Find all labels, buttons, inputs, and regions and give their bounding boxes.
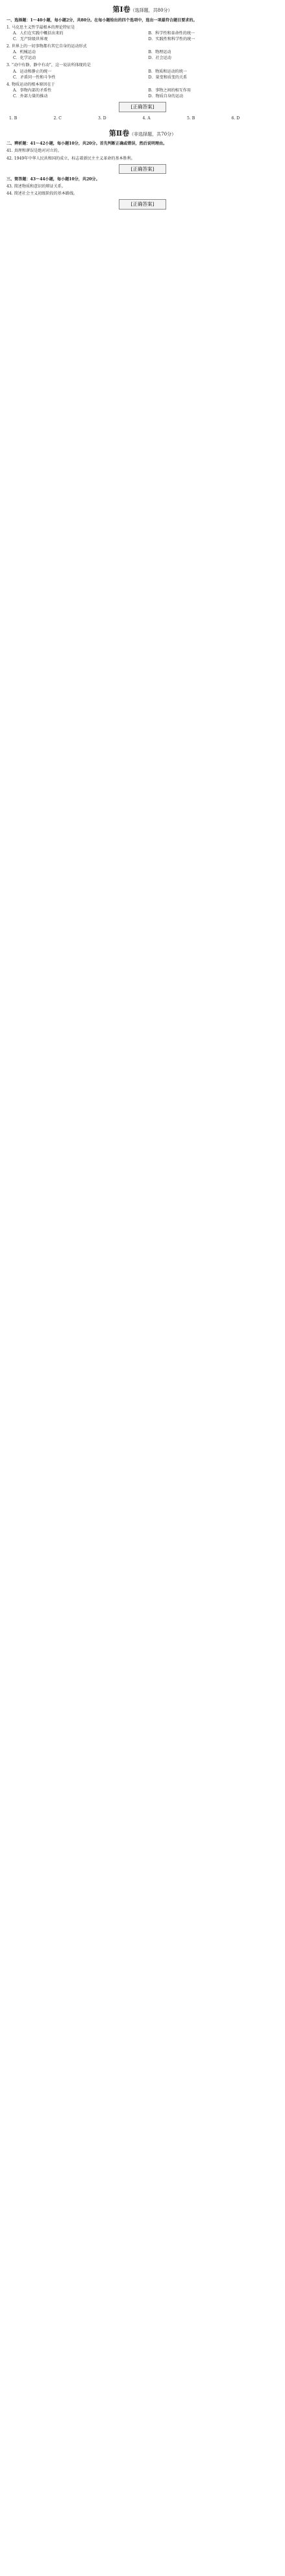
question-stem xyxy=(6,43,279,49)
question-text: 真理和谬误是绝对对立的。 xyxy=(14,149,62,154)
question-option[interactable]: C．化学运动 xyxy=(13,56,36,61)
question-options xyxy=(6,49,279,61)
essay-stem xyxy=(6,148,279,154)
question-number: 4. xyxy=(6,82,10,87)
question-option[interactable]: B．事物之间的相互作用 xyxy=(148,88,191,93)
answer-item: 2. C xyxy=(53,115,62,121)
question-option[interactable]: C．无产阶级世界观 xyxy=(13,36,48,42)
question-text: “动中有静，静中有动”，这一说法所体现的是 xyxy=(11,63,91,68)
question-option[interactable]: D．量变和质变的关系 xyxy=(148,75,188,80)
essay-stem xyxy=(6,191,279,197)
question-text: 简述物质和意识的辩证关系。 xyxy=(14,184,66,189)
question-stem xyxy=(6,25,279,30)
show-answer-button[interactable]: [正确答案] xyxy=(119,102,167,112)
question-option[interactable]: D．实践性和科学性的统一 xyxy=(148,36,195,42)
question-option[interactable]: D．物质自身的运动 xyxy=(148,94,184,99)
question-number: 44. xyxy=(6,191,13,197)
essay-stem xyxy=(6,184,279,189)
essay-list xyxy=(6,148,279,161)
question-list xyxy=(6,25,279,100)
section-header-2: 二、辨析题：41～42小题，每小题10分，共20分。首先判断正确或错误，然后说明理由。 xyxy=(6,141,167,147)
answer-key xyxy=(6,115,279,122)
answer-item: 3. D xyxy=(98,115,106,121)
question-option[interactable]: C．矛盾同一性和斗争性 xyxy=(13,75,56,80)
question-option[interactable]: B．物质和运动的统一 xyxy=(148,69,187,74)
question-text: 简述社会主义初级阶段的基本路线。 xyxy=(14,191,78,197)
show-answer-button-2[interactable]: [正确答案] xyxy=(119,164,167,174)
question-option[interactable]: B．物理运动 xyxy=(148,50,171,55)
section-header-3: 三、简答题：43～44小题，每小题10分，共20分。 xyxy=(6,176,100,182)
essay-stem xyxy=(6,156,279,162)
essay-list-2 xyxy=(6,184,279,197)
question-number: 42. xyxy=(6,156,13,161)
question-number: 1. xyxy=(6,25,10,30)
question-option[interactable]: A．机械运动 xyxy=(13,50,36,55)
question-number: 3. xyxy=(6,63,10,68)
answer-item: 6. D xyxy=(231,115,240,121)
question-options xyxy=(6,30,279,42)
question-option[interactable]: A．事物内部的矛盾性 xyxy=(13,88,52,93)
answer-item: 4. A xyxy=(142,115,151,121)
question-text: 马克思主义哲学最根本的理论特征是 xyxy=(11,25,75,30)
question-text: 物质运动的根本原因在于 xyxy=(11,82,55,87)
question-option[interactable]: C．外部力量的推动 xyxy=(13,94,48,99)
question-options xyxy=(6,88,279,99)
answer-item: 5. B xyxy=(187,115,195,121)
question-option[interactable]: B．科学性和革命性的统一 xyxy=(148,30,195,36)
question-number: 2. xyxy=(6,44,10,49)
question-stem xyxy=(6,62,279,68)
part1-title: 第Ⅰ卷（选择题，共80分） xyxy=(112,5,173,14)
question-text: 1949年中华人民共和国的成立，标志着新民主主义革命的基本胜利。 xyxy=(14,156,135,161)
question-stem xyxy=(6,82,279,88)
question-options xyxy=(6,69,279,80)
section-header: 一、选择题：1～40小题，每小题2分，共80分。在每小题给出的四个选项中，选出一项最符合题目要求的。 xyxy=(6,18,197,23)
question-option[interactable]: A．运动和静止的统一 xyxy=(13,69,52,74)
exam-page xyxy=(0,0,285,210)
show-answer-button-3[interactable]: [正确答案] xyxy=(119,199,167,209)
question-option[interactable]: A．人们在实践中概括出来的 xyxy=(13,30,64,36)
question-number: 43. xyxy=(6,184,13,189)
question-number: 41. xyxy=(6,149,13,154)
question-option[interactable]: D．社会运动 xyxy=(148,56,171,61)
question-text: 世界上的一切事物都有其它自身的运动形式 xyxy=(11,44,87,49)
part2-title: 第Ⅱ卷（非选择题，共70分） xyxy=(108,128,177,138)
answer-item: 1. B xyxy=(9,115,18,121)
